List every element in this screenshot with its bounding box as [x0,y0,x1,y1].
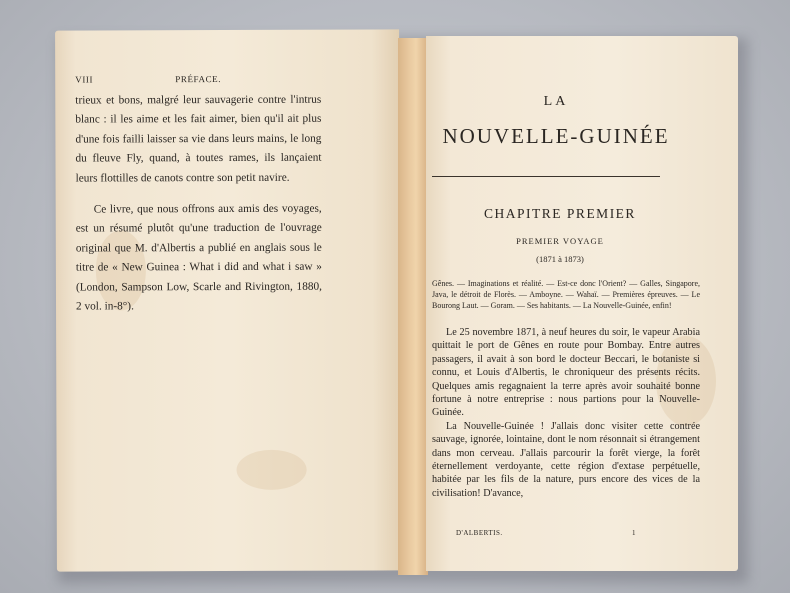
book-spine [398,38,428,575]
section-dates: (1871 à 1873) [536,254,584,264]
right-paragraph-2: La Nouvelle-Guinée ! J'allais donc visiter cette contrée sauvage, ignorée, lointaine, dont le nom résonnait si étrangement dans mon cerveau. J'allais parcourir la forêt vierge, la forêt éternellement verdoyante, cette région d'extase perpétuelle, habitée par les fils de la nature, purs encore des vices de la civilisation! D'avance, [432,420,700,499]
heading-small: LA [543,94,569,109]
right-paragraph-1: Le 25 novembre 1871, à neuf heures du soir, le vapeur Arabia quittait le port de Gênes en route pour Bombay. Entre autres passagers, il avait à son bord le docteur Beccari, le botaniste si connu, et Louis d'Albertis, le chroniqueur des présents récits. Quelques amis regagnaient la terre après avoir souhaité bonne fortune à notre entreprise : nous partions pour la Nouvelle-Guinée. [432,327,700,419]
running-header [55,73,399,88]
page-number: VIII [75,74,94,85]
footer-signature-mark: 1 [632,529,636,537]
left-page [55,29,401,571]
left-paragraph-1: trieux et bons, malgré leur sauvagerie contre l'intrus blanc : il les aime et les fait aimer, bien qu'il ait plus d'une fois failli laisser sa vie dans leurs mains, le long du fleuve Fly, quand, à toutes rames, ils lançaient leurs flottilles de canots contre son petit navire. [75,93,322,185]
title-rule [432,176,660,177]
footer-author: D'ALBERTIS. [456,529,503,537]
left-body-text [75,91,322,317]
section-heading: PREMIER VOYAGE [516,236,604,246]
right-page [426,36,738,571]
chapter-heading: CHAPITRE PREMIER [484,206,636,221]
chapter-summary: Gênes. — Imaginations et réalité. — Est-ce donc l'Orient? — Galles, Singapore, Java, le détroit de Florès. — Amboyne. — Wahaï. — Premières épreuves. — Le Bourong Laut. — Goram. — Ses habitants. — La Nouvelle-Guinée, enfin! [432,279,700,311]
left-paragraph-2: Ce livre, que nous offrons aux amis des voyages, est un résumé plutôt qu'une traduction de l'ouvrage original que M. d'Albertis a publié en anglais sous le titre de « New Guinea : What i did and what i saw » (London, Sampson Low, Scarle and Rivington, 1880, 2 vol. in-8°). [75,202,322,313]
page-footer [456,529,636,541]
show-through-text [80,330,321,483]
right-body-text [432,326,700,500]
book-title: NOUVELLE-GUINÉE [442,124,670,148]
running-title: PRÉFACE. [175,74,222,85]
